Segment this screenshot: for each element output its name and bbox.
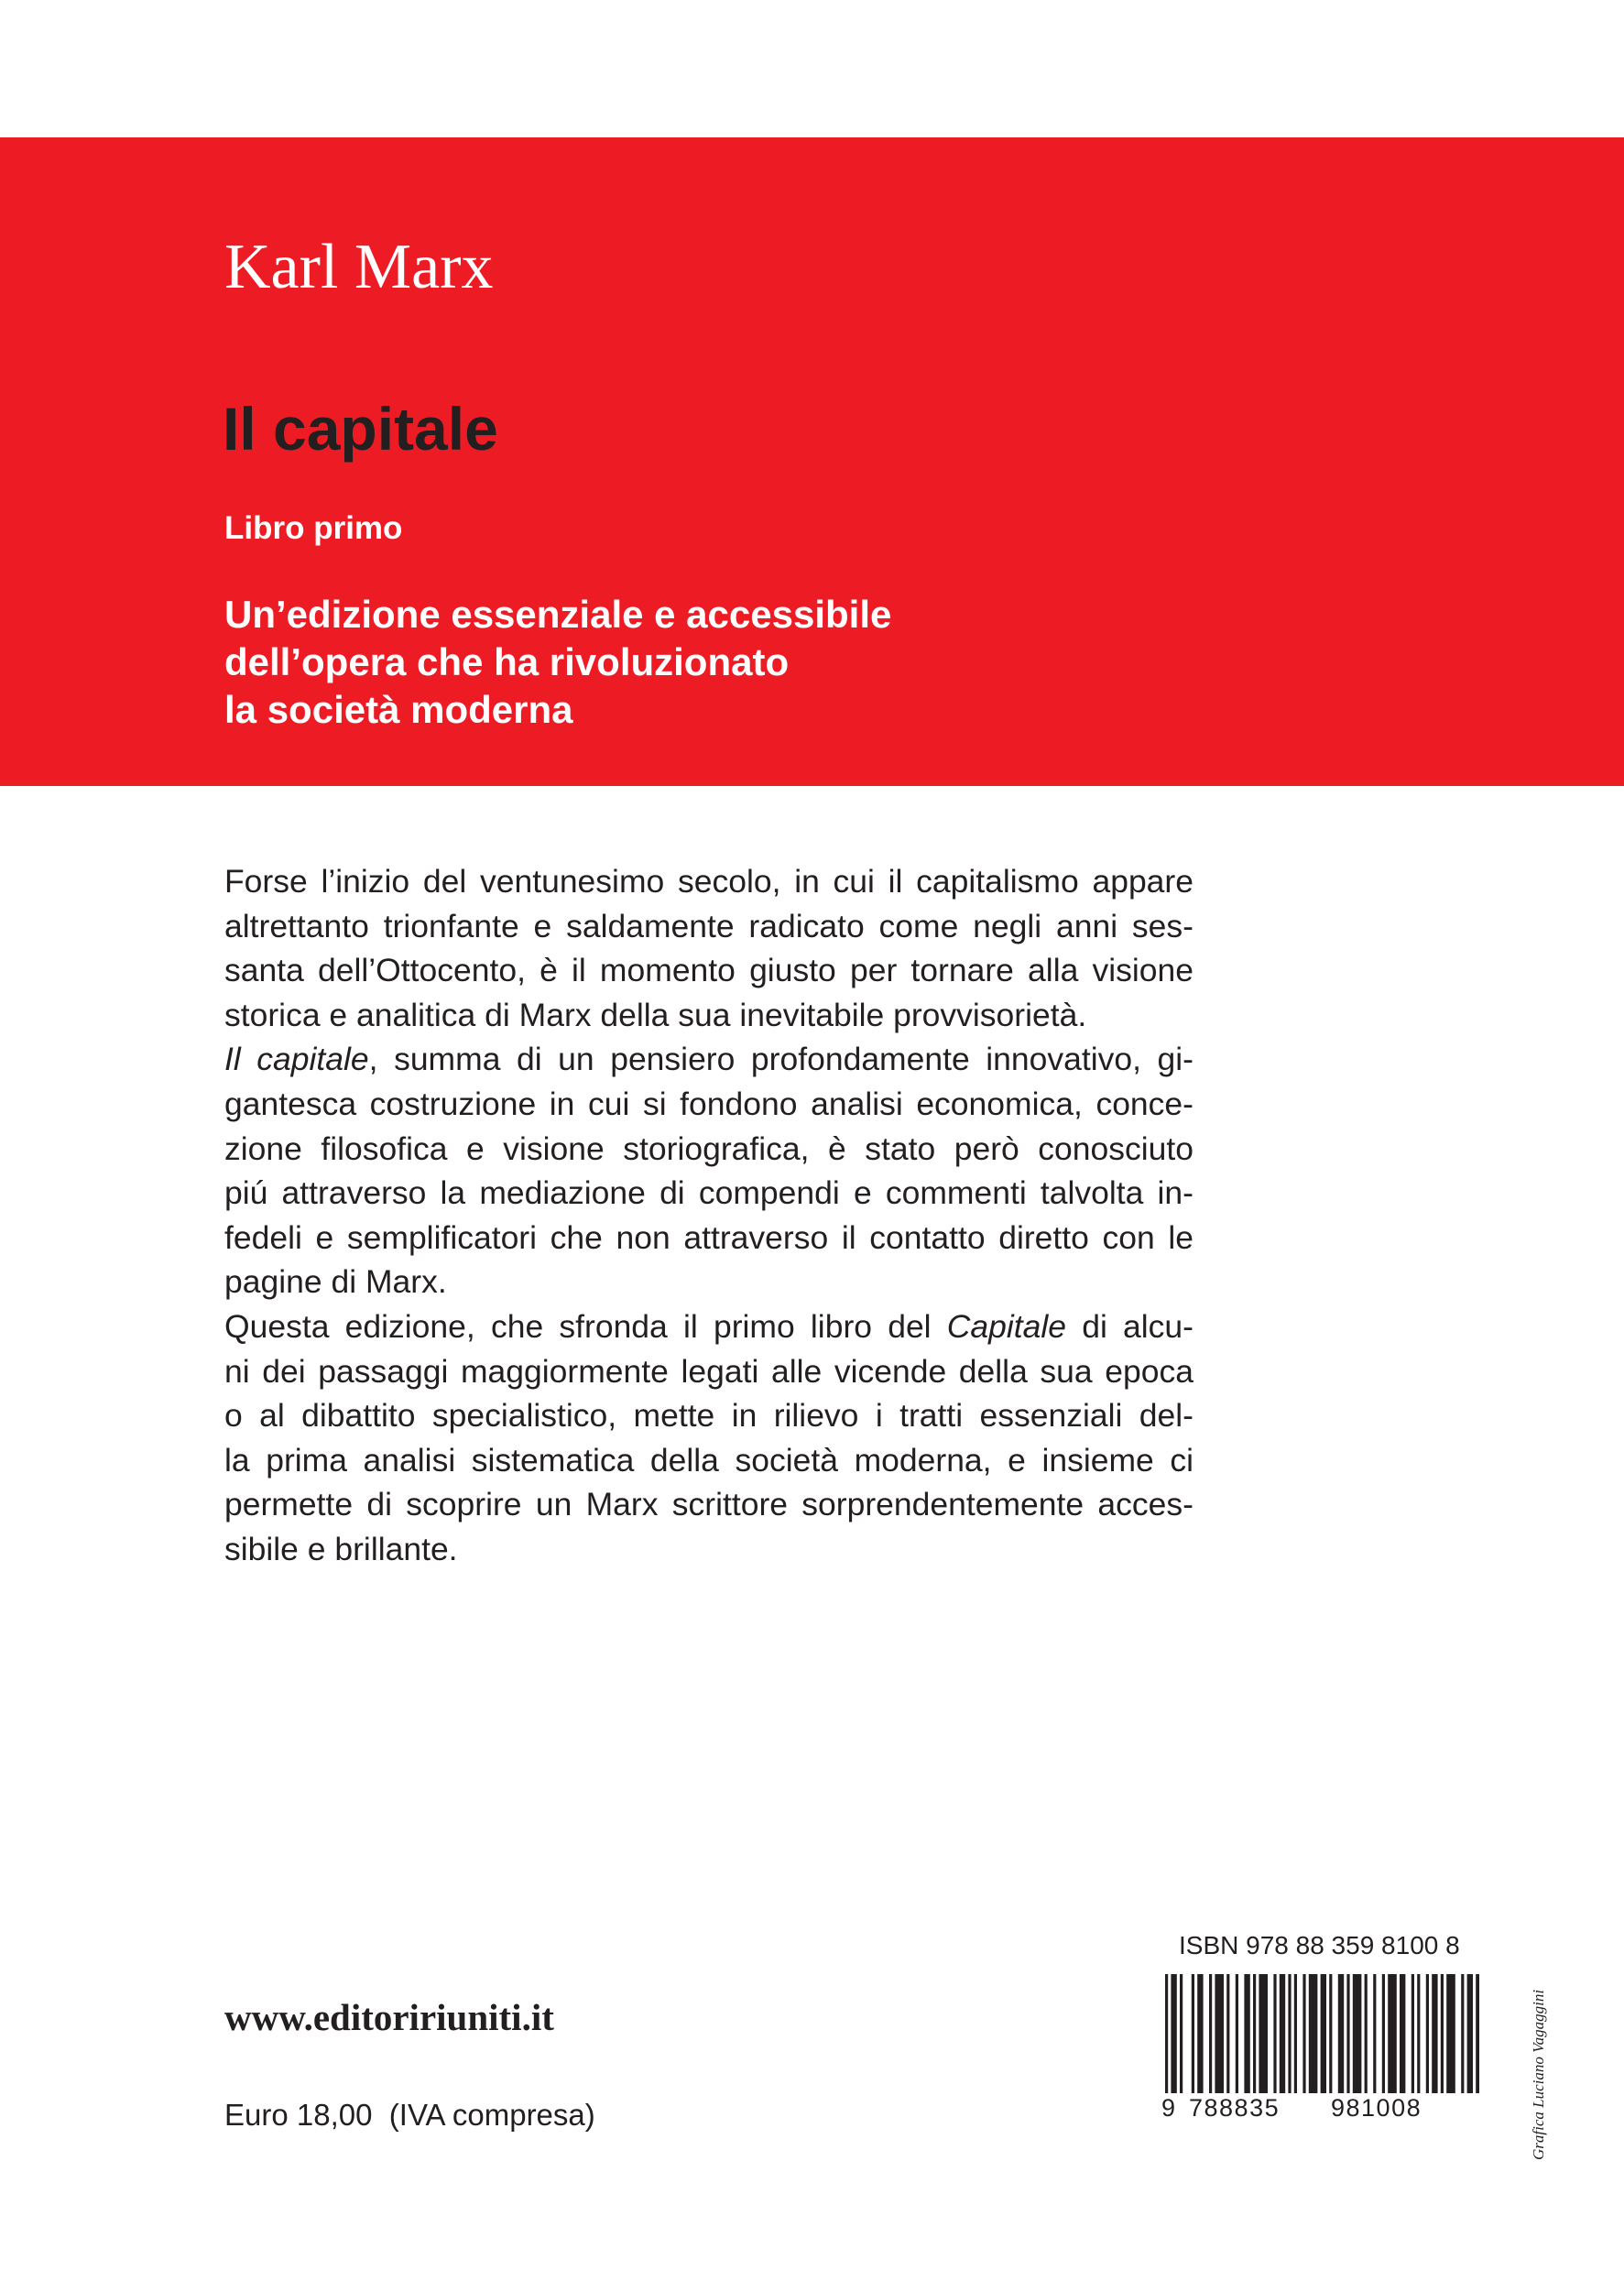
blurb-line: permette di scoprire un Marx scrittore sorprendentemente acces- — [224, 1486, 1193, 1523]
blurb-line: storica e analitica di Marx della sua inevitabile provvisorietà. — [224, 996, 1087, 1033]
tagline-line: la società moderna — [224, 688, 573, 731]
blurb-line: altrettanto trionfante e saldamente radicato come negli anni ses- — [224, 907, 1193, 944]
blurb-line: santa dell’Ottocento, è il momento giusto per tornare alla visione — [224, 952, 1193, 989]
tagline-line: dell’opera che ha rivoluzionato — [224, 640, 790, 683]
blurb-line: piú attraverso la mediazione di compendi e commenti talvolta in- — [224, 1174, 1193, 1212]
publisher-website: www.editoririuniti.it — [224, 1996, 554, 2038]
italic-title: Il capitale — [224, 1041, 369, 1078]
barcode-digits-right: 981008 — [1331, 2094, 1422, 2122]
blurb-line: Questa edizione, che sfronda il primo libro del Capitale di alcu- — [224, 1307, 1193, 1345]
tagline-line: Un’edizione essenziale e accessibile — [224, 593, 892, 636]
barcode-digits — [1161, 2094, 1482, 2125]
design-credit-text: Grafica Luciano Vagaggini — [1530, 1989, 1547, 2160]
blurb-line: Forse l’inizio del ventunesimo secolo, in cui il capitalismo appare — [224, 863, 1193, 900]
isbn-label: ISBN 978 88 359 8100 8 — [1179, 1931, 1460, 1959]
barcode-digits-left: 788835 — [1189, 2094, 1281, 2122]
blurb-line: zione filosofica e visione storiografica, è stato però conosciuto — [224, 1130, 1193, 1167]
price-label: Euro 18,00 (IVA compresa) — [224, 2098, 595, 2132]
blurb-line: sibile e brillante. — [224, 1530, 458, 1567]
barcode-digit-lead: 9 — [1161, 2094, 1177, 2122]
blurb-text — [224, 859, 1193, 1572]
blurb-line: Il capitale, summa di un pensiero profondamente innovativo, gi- — [224, 1041, 1193, 1078]
blurb-line: o al dibattito specialistico, mette in rilievo i tratti essenziali del- — [224, 1397, 1193, 1435]
blurb-line: ni dei passaggi maggiormente legati alle vicende della sua epoca — [224, 1352, 1193, 1390]
italic-title: Capitale — [946, 1307, 1067, 1345]
author-name: Karl Marx — [224, 232, 494, 302]
blurb-line: gantesca costruzione in cui si fondono analisi economica, conce- — [224, 1085, 1193, 1122]
blurb-line: fedeli e semplificatori che non attraverso il contatto diretto con le — [224, 1218, 1193, 1256]
design-credit — [1530, 1924, 1548, 2162]
barcode-icon — [1163, 1974, 1479, 2093]
book-subtitle: Libro primo — [224, 510, 403, 546]
blurb-line: la prima analisi sistematica della società moderna, e insieme ci — [224, 1441, 1193, 1479]
tagline — [224, 591, 891, 734]
book-title: Il capitale — [223, 395, 498, 463]
blurb-line: pagine di Marx. — [224, 1263, 447, 1301]
